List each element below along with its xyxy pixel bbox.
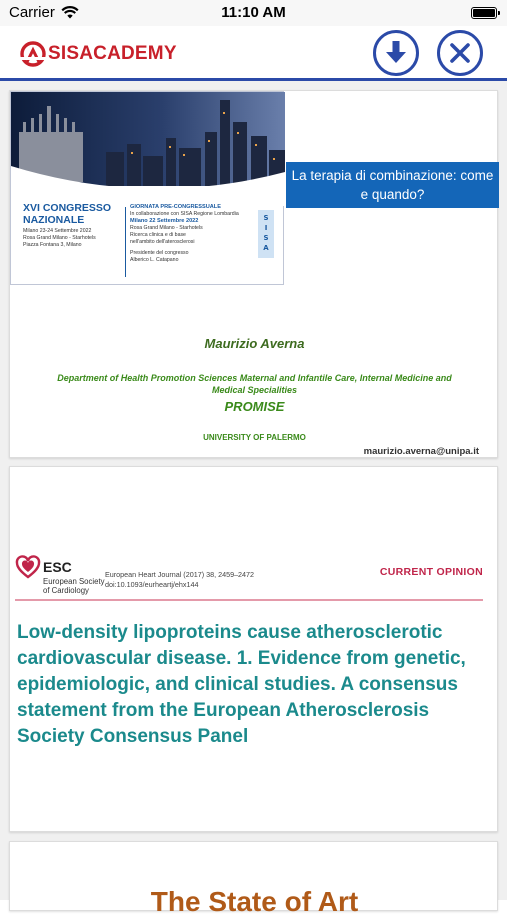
battery-icon [471, 7, 497, 19]
department: Department of Health Promotion Sciences Maternal and Infantile Care, Internal Medicine and Medical Specialities [57, 373, 452, 395]
journal-citation: European Heart Journal (2017) 38, 2459–2472 [105, 570, 255, 579]
banner-pre-line: In collaborazione con SISA Regione Lombardia [130, 211, 239, 217]
banner-congress-venue: Rosa Grand Milano - Starhotels [23, 235, 96, 241]
download-icon [383, 39, 409, 67]
banner-president-label: Presidente del congresso [130, 250, 189, 256]
banner-president: Alberico L. Catapano [130, 257, 179, 263]
close-button[interactable] [437, 30, 483, 76]
svg-text:S: S [263, 234, 269, 242]
slide-card[interactable] [9, 841, 498, 917]
congress-banner [10, 91, 284, 285]
svg-text:A: A [263, 244, 269, 252]
esc-subtitle: European Society [43, 577, 105, 586]
talk-title: La terapia di combinazione: come e quando? [286, 162, 499, 208]
sisa-logo-icon [20, 41, 46, 67]
section-label: CURRENT OPINION [379, 566, 483, 578]
sisa-vertical-logo-icon [256, 210, 276, 258]
banner-wave [11, 166, 285, 206]
close-icon [449, 42, 471, 64]
author-name: Maurizio Averna [204, 336, 305, 351]
banner-pre-line: nell'ambito dell'aterosclerosi [130, 239, 195, 245]
banner-congress-title: XVI CONGRESSO NAZIONALE [23, 202, 112, 226]
svg-text:S: S [263, 214, 269, 222]
university: UNIVERSITY OF PALERMO [203, 433, 306, 442]
svg-text:I: I [264, 224, 268, 232]
logo-suffix: ACADEMY [79, 43, 177, 64]
logo-prefix: SIS [48, 43, 80, 64]
esc-subtitle: of Cardiology [43, 586, 89, 595]
slide-title: The State of Art [150, 886, 359, 917]
esc-heart-icon [16, 556, 40, 580]
slide-card[interactable] [9, 90, 498, 458]
banner-pre-date: Milano 22 Settembre 2022 [130, 218, 199, 224]
author-email: maurizio.averna@unipa.it [363, 446, 479, 457]
banner-divider [125, 207, 126, 277]
paper-title: Low-density lipoproteins cause atherosclerotic cardiovascular disease. 1. Evidence from genetic, epidemiologic, and clinical studies. A consensus statement from the European Atherosclerosis Society Consensus Panel [17, 622, 466, 747]
banner-pre-line: Ricerca clinica e di base [130, 232, 186, 238]
esc-name: ESC [43, 559, 72, 575]
download-button[interactable] [373, 30, 419, 76]
program-name: PROMISE [224, 399, 285, 414]
app-logo [20, 40, 177, 68]
banner-pre-title: GIORNATA PRE-CONGRESSUALE [130, 204, 221, 210]
banner-congress-date: Milano 23-24 Settembre 2022 [23, 228, 92, 234]
carrier-label: Carrier [9, 4, 55, 21]
slide-card[interactable] [9, 466, 498, 832]
journal-doi: doi:10.1093/eurheartj/ehx144 [105, 580, 199, 589]
slides-list[interactable] [0, 81, 507, 917]
status-bar [0, 0, 507, 26]
banner-pre-line: Rosa Grand Milano - Starhotels [130, 225, 203, 231]
banner-congress-address: Piazza Fontana 3, Milano [23, 242, 82, 248]
clock: 11:10 AM [221, 4, 286, 21]
divider-line [15, 599, 483, 601]
